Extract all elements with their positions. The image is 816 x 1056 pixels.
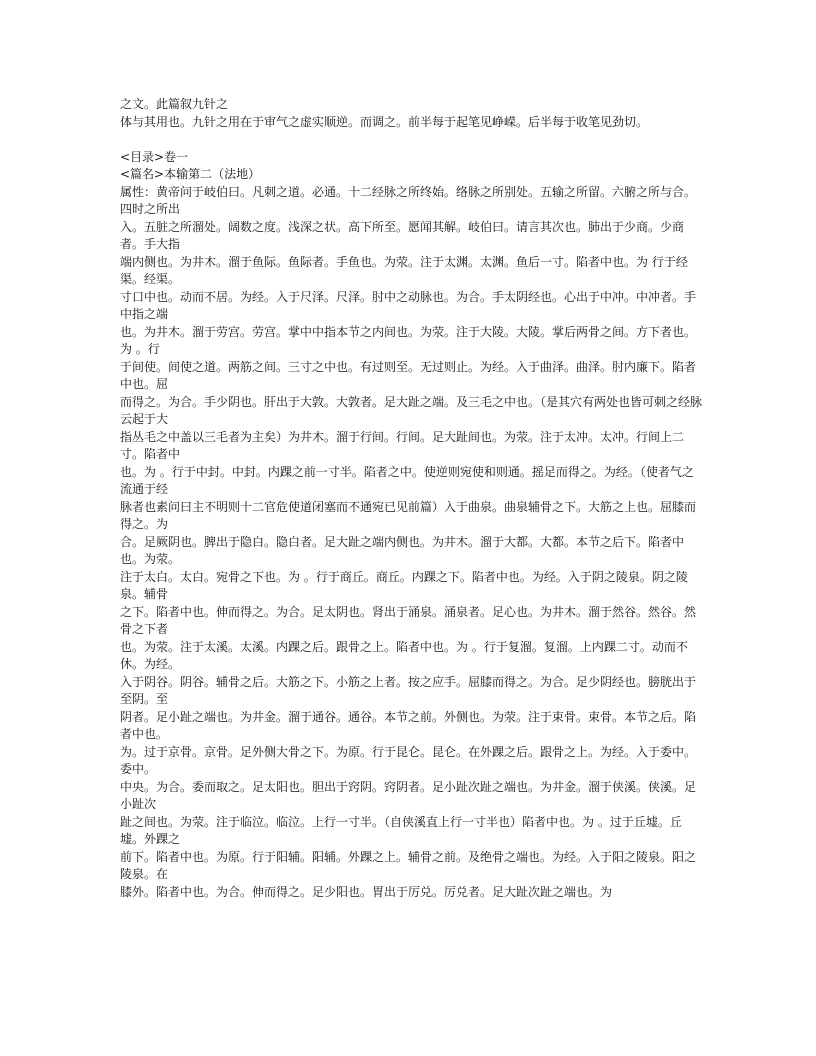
body-line: 入。五脏之所溜处。阔数之度。浅深之状。高下所至。愿闻其解。岐伯曰。请言其次也。肺出于少商。少商者。手大指 [120, 219, 685, 251]
body-line: 属性：黄帝问于岐伯曰。凡刺之道。必通。十二经脉之所终始。络脉之所别处。五输之所留。六腑之所与合。四时之所出 [120, 184, 697, 216]
paragraph-gap [120, 131, 702, 149]
intro-line: 之文。此篇叙九针之 [120, 97, 229, 111]
body-line: 入于阴谷。阴谷。辅骨之后。大筋之下。小筋之上者。按之应手。屈膝而得之。为合。足少阴经也。膀胱出于至阴。至 [120, 674, 697, 706]
body-line: 中央。为合。委而取之。足太阳也。胆出于窍阴。窍阴者。足小趾次趾之端也。为井金。溜于侠溪。侠溪。足小趾次 [120, 779, 697, 811]
chapter-heading: <篇名>本输第二（法地） [120, 167, 261, 181]
body-line: 寸口中也。动而不居。为经。入于尺泽。尺泽。肘中之动脉也。为合。手太阴经也。心出于中冲。中冲者。手中指之端 [120, 289, 697, 321]
body-line: 注于太白。太白。宛骨之下也。为 。行于商丘。商丘。内踝之下。陷者中也。为经。入于阴之陵泉。阴之陵泉。辅骨 [120, 569, 688, 601]
body-line: 前下。陷者中也。为原。行于阳辅。阳辅。外踝之上。辅骨之前。及绝骨之端也。为经。入于阳之陵泉。阳之陵泉。在 [120, 849, 697, 881]
intro-line: 体与其用也。九针之用在于审气之虚实顺逆。而调之。前半每于起笔见峥嵘。后半每于收笔见劲切。 [120, 114, 649, 129]
body-line: 为。过于京骨。京骨。足外侧大骨之下。为原。行于昆仑。昆仑。在外踝之后。跟骨之上。为经。入于委中。委中。 [120, 744, 697, 776]
body-line: 而得之。为合。手少阴也。肝出于大敦。大敦者。足大趾之端。及三毛之中也。（是其穴有两处也皆可刺之经脉云起于大 [120, 394, 703, 426]
body-text [120, 184, 702, 902]
body-line: 阴者。足小趾之端也。为井金。溜于通谷。通谷。本节之前。外侧也。为荥。注于束骨。束骨。本节之后。陷者中也。 [120, 709, 697, 741]
body-line: 合。足厥阴也。脾出于隐白。隐白者。足大趾之端内侧也。为井木。溜于大都。大都。本节之后下。陷者中也。为荥。 [120, 534, 685, 566]
body-line: 趾之间也。为荥。注于临泣。临泣。上行一寸半。（自侠溪直上行一寸半也）陷者中也。为 。过于丘墟。丘墟。外踝之 [120, 814, 682, 846]
body-line: 端内侧也。为井木。溜于鱼际。鱼际者。手鱼也。为荥。注于太渊。太渊。鱼后一寸。陷者中也。为 行于经渠。经渠。 [120, 254, 688, 286]
body-line: 于间使。间使之道。两筋之间。三寸之中也。有过则至。无过则止。为经。入于曲泽。曲泽。肘内廉下。陷者中也。屈 [120, 359, 697, 391]
body-line: 也。为荥。注于太溪。太溪。内踝之后。跟骨之上。陷者中也。为 。行于复溜。复溜。上内踝二寸。动而不休。为经。 [120, 639, 688, 671]
document-page [120, 96, 702, 901]
body-line: 也。为 。行于中封。中封。内踝之前一寸半。陷者之中。使逆则宛使和则通。摇足而得之。为经。（使者气之流通于经 [120, 464, 694, 496]
body-line: 指丛毛之中盖以三毛者为主矣）为井木。溜于行间。行间。足大趾间也。为荥。注于太冲。太冲。行间上二寸。陷者中 [120, 429, 685, 461]
body-line: 膝外。陷者中也。为合。伸而得之。足少阳也。胃出于厉兑。厉兑者。足大趾次趾之端也。为 [120, 884, 613, 899]
body-line: 也。为井木。溜于劳宫。劳宫。掌中中指本节之内间也。为荥。注于大陵。大陵。掌后两骨之间。方下者也。为 。行 [120, 324, 697, 356]
body-line: 之下。陷者中也。伸而得之。为合。足太阴也。肾出于涌泉。涌泉者。足心也。为井木。溜于然谷。然谷。然骨之下者 [120, 604, 697, 636]
toc-heading: <目录>卷一 [120, 149, 189, 164]
body-line: 脉者也素问曰主不明则十二官危使道闭塞而不通宛已见前篇）入于曲泉。曲泉辅骨之下。大筋之上也。屈膝而得之。为 [120, 499, 697, 531]
